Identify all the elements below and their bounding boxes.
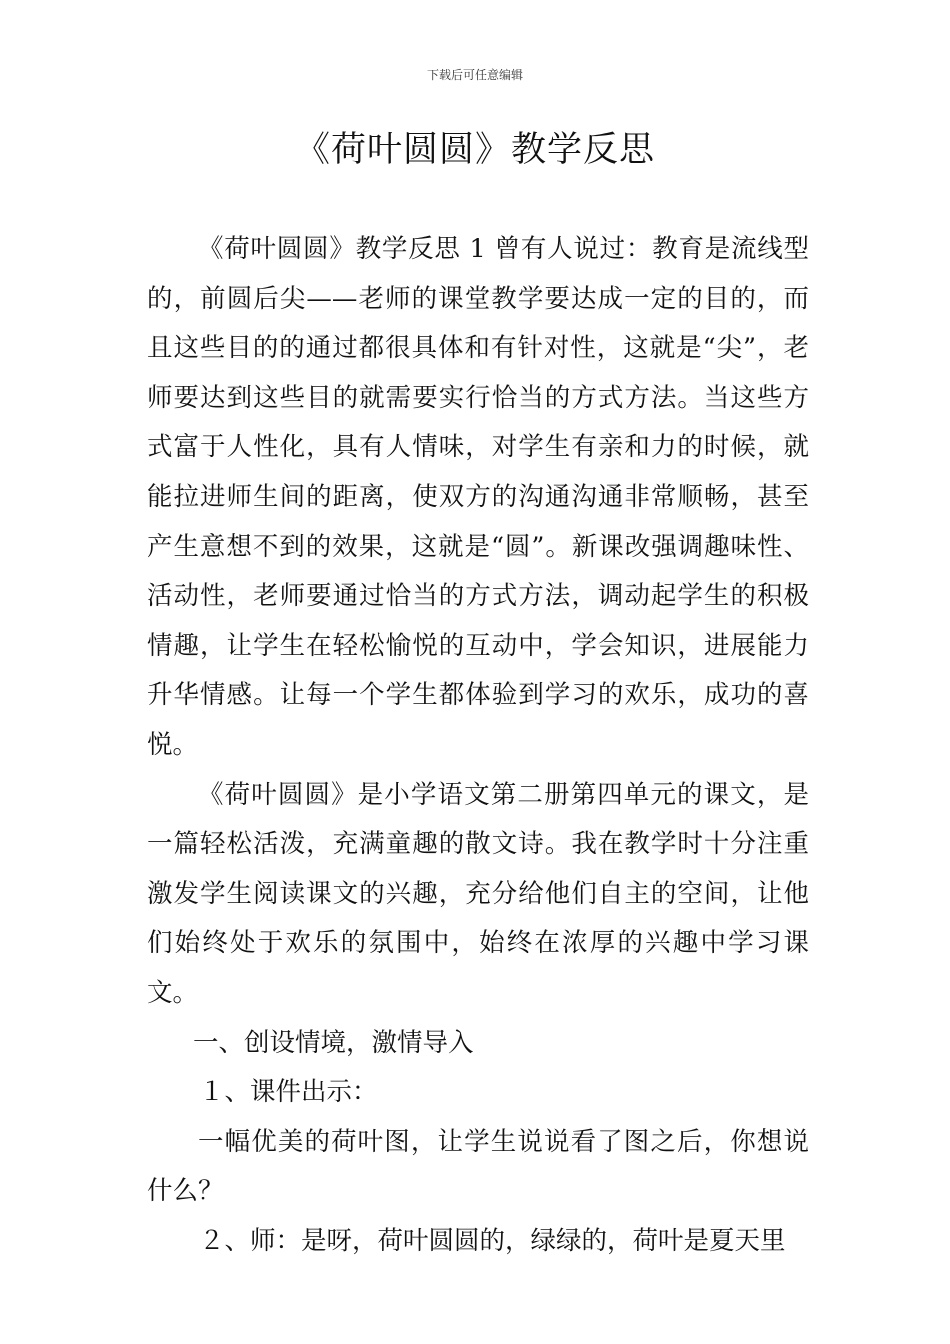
- document-body: [147, 225, 809, 1266]
- paragraph-lesson-overview: 《荷叶圆圆》是小学语文第二册第四单元的课文，是一篇轻松活泼，充满童趣的散文诗。我在教学时十分注重激发学生阅读课文的兴趣，充分给他们自主的空间，让他们始终处于欢乐的氛围中，始终在浓厚的兴趣中学习课文。: [147, 779, 809, 1008]
- paragraph-intro: 《荷叶圆圆》教学反思 1 曾有人说过：教育是流线型的，前圆后尖——老师的课堂教学要达成一定的目的，而且这些目的的通过都很具体和有针对性，这就是“尖”，老师要达到这些目的就需要实行恰当的方式方法。当这些方式富于人性化，具有人情味，对学生有亲和力的时候，就能拉进师生间的距离，使双方的沟通沟通非常顺畅，甚至产生意想不到的效果，这就是“圆”。新课改强调趣味性、活动性，老师要通过恰当的方式方法，调动起学生的积极情趣，让学生在轻松愉悦的互动中，学会知识，进展能力升华情感。让每一个学生都体验到学习的欢乐，成功的喜悦。: [147, 234, 809, 760]
- list-item-2: ２、师：是呀，荷叶圆圆的，绿绿的，荷叶是夏天里: [199, 1225, 786, 1256]
- list-item-1: １、课件出示：: [199, 1077, 378, 1108]
- section-heading-1: 一、创设情境，激情导入: [193, 1027, 474, 1058]
- paragraph-image-prompt: 一幅优美的荷叶图，让学生说说看了图之后，你想说什么？: [147, 1126, 809, 1207]
- document-title: 《荷叶圆圆》教学反思: [294, 130, 655, 170]
- page-header-note: 下载后可任意编辑: [426, 68, 523, 82]
